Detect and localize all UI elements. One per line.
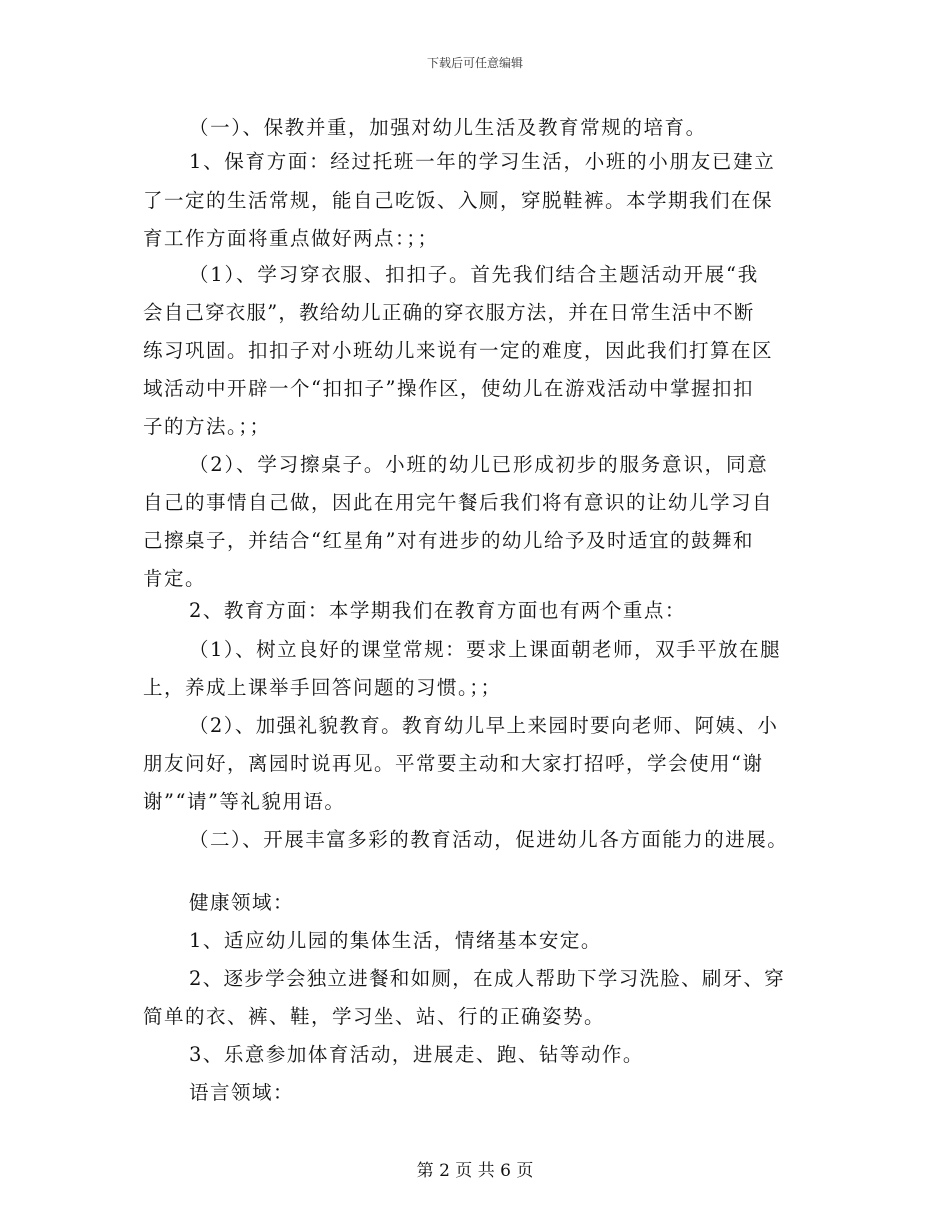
text-line: 朋友问好，离园时说再见。平常要主动和大家打招呼，学会使用“谢	[143, 752, 764, 775]
page-header: 下载后可任意编辑	[426, 56, 523, 70]
text-line: 自己的事情自己做，因此在用完午餐后我们将有意识的让幼儿学习自	[143, 491, 774, 514]
text-line: 2、逐步学会独立进餐和如厕，在成人帮助下学习洗脸、刷牙、穿	[189, 967, 786, 990]
text-line: （1）、树立良好的课堂常规：要求上课面朝老师，双手平放在腿	[189, 638, 782, 661]
text-line: （1）、学习穿衣服、扣扣子。首先我们结合主题活动开展“我	[189, 263, 760, 286]
text-line: 简单的衣、裤、鞋，学习坐、站、行的正确姿势。	[143, 1005, 606, 1028]
text-line: 3、乐意参加体育活动，进展走、跑、钻等动作。	[189, 1043, 644, 1066]
text-line: 健康领域：	[189, 891, 295, 914]
page-number: 第 2 页 共 6 页	[416, 1161, 534, 1181]
text-line: （2）、加强礼貌教育。教育幼儿早上来园时要向老师、阿姨、小	[189, 714, 779, 737]
text-line: 练习巩固。扣扣子对小班幼儿来说有一定的难度，因此我们打算在区	[143, 339, 774, 362]
text-line: 了一定的生活常规，能自己吃饭、入厕，穿脱鞋裤。本学期我们在保	[143, 189, 774, 212]
text-line: （一）、保教并重，加强对幼儿生活及教育常规的培育。	[189, 116, 707, 139]
text-line: （二）、开展丰富多彩的教育活动，促进幼儿各方面能力的进展。	[189, 828, 789, 851]
text-line: 己擦桌子，并结合“红星角”对有进步的幼儿给予及时适宜的鼓舞和	[143, 529, 754, 552]
text-line: 域活动中开辟一个“扣扣子”操作区，使幼儿在游戏活动中掌握扣扣	[143, 377, 754, 400]
text-line: 会自己穿衣服”，教给幼儿正确的穿衣服方法，并在日常生活中不断	[143, 301, 755, 324]
text-line: 上，养成上课举手回答问题的习惯。；；	[143, 676, 502, 699]
text-line: 肯定。	[143, 567, 207, 590]
text-line: （2）、学习擦桌子。小班的幼儿已形成初步的服务意识，同意	[189, 453, 769, 476]
text-line: 语言领域：	[189, 1081, 295, 1104]
text-line: 子的方法。；；	[143, 415, 271, 438]
text-line: 谢”“请”等礼貌用语。	[143, 790, 346, 813]
text-line: 育工作方面将重点做好两点：；；	[143, 227, 439, 250]
text-line: 1、保育方面：经过托班一年的学习生活，小班的小朋友已建立	[189, 150, 776, 173]
text-line: 2、教育方面：本学期我们在教育方面也有两个重点：	[189, 599, 686, 622]
text-line: 1、适应幼儿园的集体生活，情绪基本安定。	[189, 929, 602, 952]
